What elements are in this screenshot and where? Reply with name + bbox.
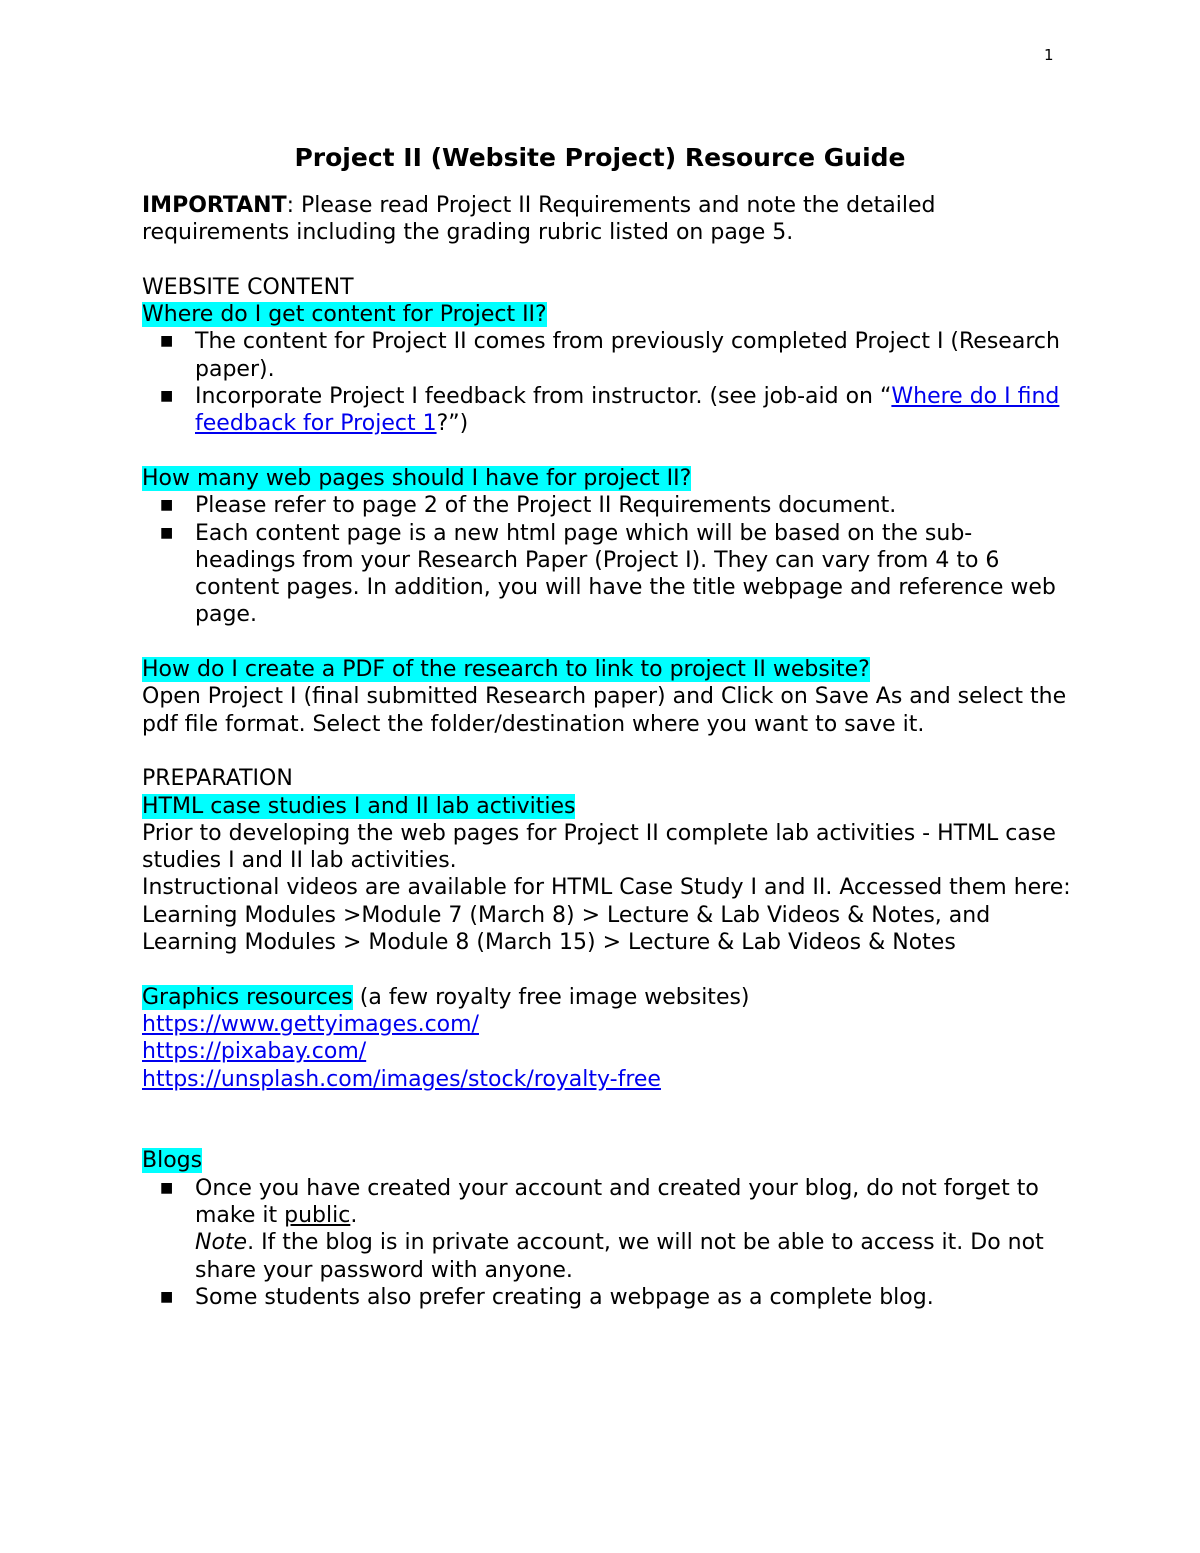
square-bullet-icon: ■	[160, 497, 174, 514]
pixabay-link[interactable]: https://pixabay.com/	[142, 1039, 367, 1065]
list-item	[142, 520, 1072, 629]
spacer	[142, 438, 1072, 465]
note-label: Note	[195, 1230, 248, 1256]
list-item-text: Please refer to page 2 of the Project II Requirements document.	[195, 493, 897, 519]
bullet-list	[142, 492, 1072, 628]
list-item-text: Incorporate Project I feedback from instructor. (see job-aid on “	[195, 384, 892, 410]
important-text: : Please read Project II Requirements and note the detailed requirements including the grading rubric listed on page 5.	[142, 193, 936, 246]
list-item	[142, 1175, 1072, 1284]
question-content-source	[142, 301, 1072, 328]
highlighted-heading: HTML case studies I and II lab activities	[142, 793, 576, 819]
case-studies-text: Prior to developing the web pages for Project II complete lab activities - HTML case studies I and II lab activities.	[142, 820, 1056, 874]
public-underlined: public	[284, 1202, 351, 1228]
square-bullet-icon: ■	[160, 1179, 174, 1196]
bullet-list	[142, 1175, 1072, 1311]
square-bullet-icon: ■	[160, 388, 174, 405]
spacer	[142, 956, 1072, 983]
graphics-resources-subtitle: (a few royalty free image websites)	[352, 984, 750, 1010]
page-number: 1	[1044, 46, 1054, 64]
list-item-text: .	[350, 1202, 358, 1228]
link-line	[142, 1011, 1072, 1038]
spacer	[142, 247, 1072, 274]
case-studies-title	[142, 793, 1072, 820]
list-item	[142, 328, 1072, 383]
feedback-job-aid-link[interactable]: Where do I find feedback for Project 1	[195, 384, 1060, 437]
blogs-heading	[142, 1147, 1072, 1174]
list-item-text: ?”)	[436, 411, 469, 437]
highlighted-heading: Graphics resources	[142, 984, 353, 1010]
unsplash-link[interactable]: https://unsplash.com/images/stock/royalty-free	[142, 1066, 661, 1092]
section-heading-website-content: WEBSITE CONTENT	[142, 274, 354, 300]
square-bullet-icon: ■	[160, 1288, 174, 1305]
question-create-pdf	[142, 656, 1072, 683]
important-label: IMPORTANT	[142, 193, 287, 218]
link-line	[142, 1066, 1072, 1093]
document-title: Project II (Website Project) Resource Guide	[294, 143, 906, 172]
spacer	[142, 738, 1072, 765]
module-8-path: Learning Modules > Module 8 (March 15) > Lecture & Lab Videos & Notes	[142, 930, 956, 956]
list-item-text: Each content page is a new html page which will be based on the sub-headings from your Research Paper (Project I). They can vary from 4 to 6 content pages. In addition, you will have the title webpage and reference web page.	[195, 520, 1056, 628]
highlighted-question: How many web pages should I have for project II?	[142, 465, 692, 491]
highlighted-question: Where do I get content for Project II?	[142, 302, 547, 328]
case-studies-videos: Instructional videos are available for HTML Case Study I and II. Accessed them here:	[142, 875, 1071, 901]
note-text: . If the blog is in private account, we will not be able to access it. Do not share your password with anyone.	[195, 1230, 1044, 1283]
square-bullet-icon: ■	[160, 333, 174, 350]
list-item-text: Once you have created your account and created your blog, do not forget to make it	[195, 1175, 1039, 1228]
highlighted-heading: Blogs	[142, 1148, 203, 1174]
spacer	[142, 1093, 1072, 1148]
document-body	[142, 140, 1072, 1311]
important-paragraph	[142, 192, 1072, 247]
graphics-resources-heading	[142, 984, 1072, 1011]
list-item-text: The content for Project II comes from previously completed Project I (Research paper).	[195, 329, 1060, 382]
list-item	[142, 1284, 1072, 1311]
highlighted-question: How do I create a PDF of the research to link to project II website?	[142, 657, 870, 683]
list-item	[142, 492, 1072, 519]
section-heading-preparation: PREPARATION	[142, 766, 293, 792]
spacer	[142, 629, 1072, 656]
question-web-pages-count	[142, 465, 1072, 492]
list-item	[142, 383, 1072, 438]
answer-create-pdf: Open Project I (final submitted Research paper) and Click on Save As and select the pdf file format. Select the folder/destination where you want to save it.	[142, 684, 1067, 737]
gettyimages-link[interactable]: https://www.gettyimages.com/	[142, 1011, 479, 1037]
link-line	[142, 1038, 1072, 1065]
square-bullet-icon: ■	[160, 524, 174, 541]
module-7-path: Learning Modules >Module 7 (March 8) > Lecture & Lab Videos & Notes, and	[142, 902, 991, 928]
list-item-text: Some students also prefer creating a webpage as a complete blog.	[195, 1284, 934, 1310]
bullet-list	[142, 328, 1072, 437]
